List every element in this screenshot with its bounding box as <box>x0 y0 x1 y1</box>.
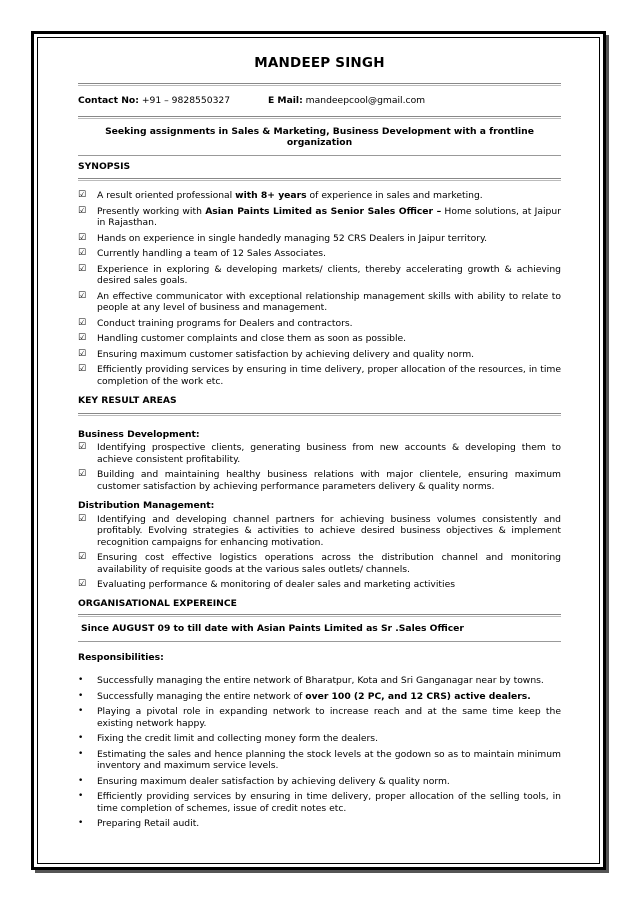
checkbox-icon: ☑ <box>78 317 87 328</box>
item-text: A result oriented professional <box>97 190 236 201</box>
checkbox-icon: ☑ <box>78 190 87 200</box>
current-position: Since AUGUST 09 to till date with Asian Paints Limited as Sr .Sales Officer <box>81 623 464 634</box>
checkbox-icon: ☑ <box>78 442 87 452</box>
item-text: Home solutions, at Jaipur in Rajasthan. <box>97 205 561 228</box>
checkbox-icon: ☑ <box>78 263 87 274</box>
checkbox-icon: ☑ <box>78 552 87 562</box>
list-item <box>78 749 561 772</box>
phone-value: +91 – 9828550327 <box>141 95 231 106</box>
item-text: of experience in sales and marketing. <box>306 190 483 201</box>
checkbox-icon: ☑ <box>78 290 87 301</box>
list-item <box>78 733 561 745</box>
emphasis-text: Asian Paints Limited as Senior Sales Officer – <box>205 205 442 217</box>
list-item <box>78 349 561 361</box>
checkbox-icon: ☑ <box>78 513 87 524</box>
item-text: Estimating the sales and hence planning the stock levels at the godown so as to maintain minimum inventory and maximum service levels. <box>97 748 561 771</box>
bullet-icon: • <box>78 775 84 786</box>
kra-heading: KEY RESULT AREAS <box>78 395 177 406</box>
item-text: Hands on experience in single handedly managing 52 CRS Dealers in Jaipur territory. <box>97 232 488 244</box>
item-text: Evaluating performance & monitoring of dealer sales and marketing activities <box>97 579 456 590</box>
list-item <box>78 248 561 260</box>
responsibilities-heading: Responsibilities: <box>78 651 164 663</box>
page-border-shadow <box>35 870 609 873</box>
bullet-icon: • <box>78 748 84 759</box>
synopsis-list <box>78 190 561 387</box>
list-item <box>78 442 561 465</box>
list-item <box>78 291 561 314</box>
item-text: Building and maintaining healthy business relations with major clientele, ensuring maximum customer satisfaction by achieving performance parameters delivery & quality norms. <box>97 469 561 492</box>
checkbox-icon: ☑ <box>78 232 87 243</box>
item-text: Efficiently providing services by ensuring in time delivery, proper allocation of the selling tools, in time completion of schemes, issue of credit notes etc. <box>97 791 561 814</box>
synopsis-heading: SYNOPSIS <box>78 160 131 172</box>
list-item <box>78 233 561 245</box>
objective-statement: Seeking assignments in Sales & Marketing, Business Development with a frontline organization <box>105 125 534 148</box>
bullet-icon: • <box>78 675 84 685</box>
checkbox-icon: ☑ <box>78 469 87 479</box>
item-text: Efficiently providing services by ensuring in time delivery, proper allocation of the resources, in time completion of the work etc. <box>97 364 561 387</box>
item-text: Identifying and developing channel partners for achieving business volumes consistently and profitably. Evolving strategies & activities to achieve desired business objectives & implement recognition campaigns for enhancing motivation. <box>97 513 561 548</box>
list-item <box>78 469 561 492</box>
phone-label: Contact No: <box>78 95 139 106</box>
divider <box>78 155 561 156</box>
item-text: Conduct training programs for Dealers and contractors. <box>97 317 353 329</box>
divider <box>78 413 561 416</box>
checkbox-icon: ☑ <box>78 348 87 359</box>
item-text: An effective communicator with exceptional relationship management skills with ability to relate to people at any level of business and management. <box>97 290 561 313</box>
list-item <box>78 206 561 229</box>
email-value[interactable]: mandeepcool@gmail.com <box>305 95 426 106</box>
item-text: Successfully managing the entire network of Bharatpur, Kota and Sri Ganganagar near by towns. <box>97 675 544 686</box>
candidate-name: MANDEEP SINGH <box>254 55 385 71</box>
item-text: Successfully managing the entire network of <box>97 690 306 702</box>
emphasis-text: over 100 (2 PC, and 12 CRS) active dealers. <box>305 690 531 702</box>
item-text: Experience in exploring & developing markets/ clients, thereby accelerating growth & achieving desired sales goals. <box>97 263 561 286</box>
bullet-icon: • <box>78 733 84 743</box>
list-item <box>78 791 561 814</box>
checkbox-icon: ☑ <box>78 364 87 374</box>
bullet-icon: • <box>78 791 84 801</box>
contact-line <box>78 95 561 107</box>
list-item <box>78 333 561 345</box>
checkbox-icon: ☑ <box>78 205 87 216</box>
checkbox-icon: ☑ <box>78 579 87 589</box>
item-text: Handling customer complaints and close them as soon as possible. <box>97 333 407 344</box>
list-item <box>78 264 561 287</box>
responsibilities-list <box>78 675 561 830</box>
item-text: Currently handling a team of 12 Sales Associates. <box>97 248 326 259</box>
list-item <box>78 675 561 687</box>
distribution-management-heading: Distribution Management: <box>78 500 215 511</box>
bullet-icon: • <box>78 818 84 828</box>
business-development-heading: Business Development: <box>78 428 200 440</box>
divider <box>78 641 561 642</box>
item-text: Fixing the credit limit and collecting money form the dealers. <box>97 733 379 744</box>
org-experience-heading: ORGANISATIONAL EXPEREINCE <box>78 597 237 609</box>
list-item <box>78 706 561 729</box>
item-text: Identifying prospective clients, generating business from new accounts & developing them to achieve consistent profitability. <box>97 442 561 465</box>
item-text: Presently working with <box>97 205 206 217</box>
bullet-icon: • <box>78 706 84 716</box>
item-text: Preparing Retail audit. <box>97 818 200 829</box>
checkbox-icon: ☑ <box>78 333 87 343</box>
list-item <box>78 776 561 788</box>
email-label: E Mail: <box>267 95 303 106</box>
item-text: Ensuring cost effective logistics operations across the distribution channel and monitoring availability of requisite goods at the various sales outlets/ channels. <box>97 552 561 575</box>
list-item <box>78 190 561 202</box>
list-item <box>78 318 561 330</box>
item-text: Ensuring maximum dealer satisfaction by achieving delivery & quality norm. <box>97 775 450 787</box>
item-text: Ensuring maximum customer satisfaction by achieving delivery and quality norm. <box>97 348 475 360</box>
list-item <box>78 818 561 830</box>
emphasis-text: with 8+ years <box>235 190 307 201</box>
item-text: Playing a pivotal role in expanding network to increase reach and at the same time keep the existing network happy. <box>97 706 561 729</box>
resume-content <box>78 55 561 834</box>
bullet-icon: • <box>78 690 84 701</box>
list-item <box>78 579 561 591</box>
list-item <box>78 514 561 549</box>
divider <box>78 116 561 119</box>
page-border-shadow <box>606 35 609 873</box>
divider <box>78 614 561 617</box>
list-item <box>78 691 561 703</box>
checkbox-icon: ☑ <box>78 248 87 258</box>
divider <box>78 83 561 86</box>
distribution-management-list <box>78 514 561 591</box>
divider <box>78 178 561 181</box>
list-item <box>78 552 561 575</box>
list-item <box>78 364 561 387</box>
business-development-list <box>78 442 561 492</box>
